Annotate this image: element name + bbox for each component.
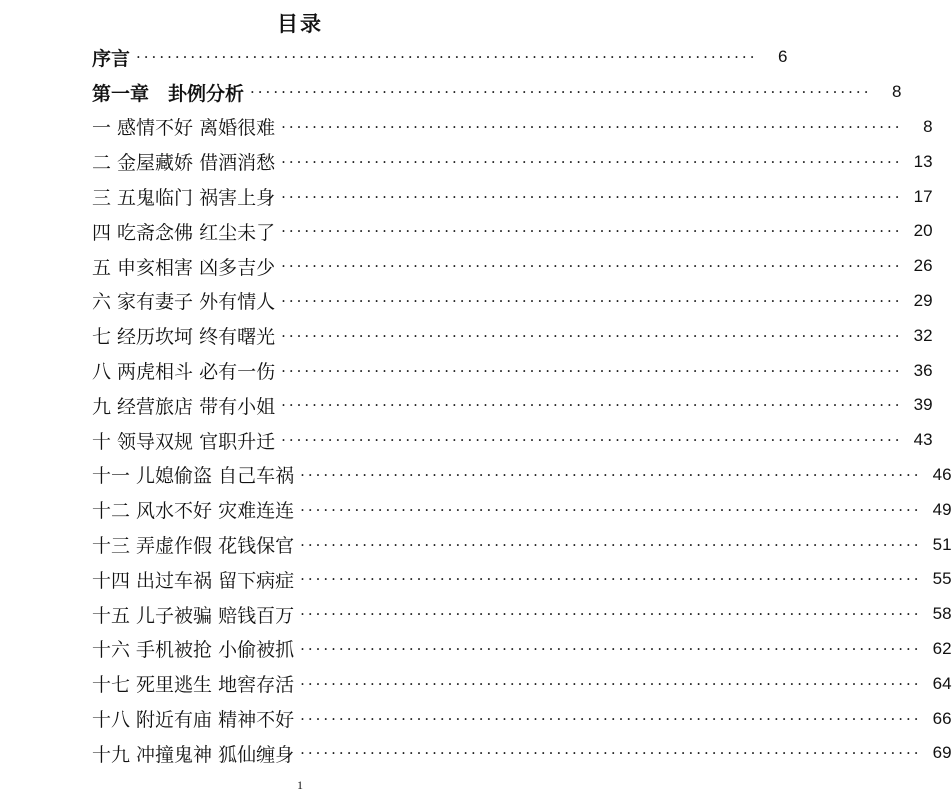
dot-leader: ················································································ [300, 570, 922, 589]
toc-entry-label: 十八 附近有庙 精神不好 [92, 709, 295, 732]
toc-entry-page: 39 [913, 395, 933, 415]
dot-leader: ················································································ [281, 187, 903, 206]
dot-leader: ················································································ [136, 48, 758, 67]
toc-entry [92, 284, 933, 319]
toc-entry-label: 五 申亥相害 凶多吉少 [92, 256, 276, 279]
toc-entry-page: 69 [932, 743, 952, 763]
dot-leader: ················································································ [281, 361, 903, 380]
dot-leader: ················································································ [300, 605, 922, 624]
toc-entry [92, 214, 933, 249]
toc-entry-label: 十七 死里逃生 地窖存活 [92, 674, 295, 697]
dot-leader: ················································································ [300, 639, 922, 658]
dot-leader: ················································································ [281, 291, 903, 310]
toc-entry-label: 十二 风水不好 灾难连连 [92, 500, 295, 523]
toc-entry-label: 十五 儿子被骗 赔钱百万 [92, 604, 295, 627]
toc-entry-page: 20 [913, 221, 933, 241]
toc-entry-label: 十九 冲撞鬼神 狐仙缠身 [92, 743, 295, 766]
toc-entry-page: 46 [932, 464, 952, 484]
toc-entry-label: 序言 [92, 47, 131, 70]
toc-entry [92, 110, 933, 145]
toc-entry-label: 八 两虎相斗 必有一伤 [92, 361, 276, 384]
toc-entry-page: 58 [932, 604, 952, 624]
dot-leader: ················································································ [281, 222, 903, 241]
toc-entry-label: 十 领导双规 官职升迁 [92, 430, 276, 453]
dot-leader: ················································································ [281, 257, 903, 276]
toc-entry [92, 75, 902, 110]
dot-leader: ················································································ [300, 744, 922, 763]
toc-entry [92, 562, 952, 597]
dot-leader: ················································································ [281, 396, 903, 415]
toc-entry [92, 666, 952, 701]
dot-leader: ················································································ [300, 465, 922, 484]
toc-entry-label: 九 经营旅店 带有小姐 [92, 395, 276, 418]
dot-leader: ················································································ [281, 431, 903, 450]
dot-leader: ················································································ [300, 535, 922, 554]
toc-entry-page: 55 [932, 569, 952, 589]
toc-entry [92, 388, 933, 423]
toc-entry [92, 179, 933, 214]
toc-entry-label: 十六 手机被抢 小偷被抓 [92, 639, 295, 662]
toc-entry-label: 十一 儿媳偷盗 自己车祸 [92, 465, 295, 488]
toc-entry [92, 736, 952, 771]
toc-entry-label: 二 金屋藏娇 借酒消愁 [92, 152, 276, 175]
toc-entry-label: 第一章 卦例分析 [92, 82, 245, 105]
toc-entry [92, 527, 952, 562]
toc-entry-page: 6 [778, 47, 788, 67]
toc-entry-page: 64 [932, 673, 952, 693]
toc-list [92, 40, 952, 771]
toc-entry-page: 13 [913, 151, 933, 171]
toc-entry [92, 492, 952, 527]
toc-entry-page: 51 [932, 534, 952, 554]
page-title: 目录 [277, 11, 323, 36]
toc-entry-label: 一 感情不好 离婚很难 [92, 117, 276, 140]
toc-entry [92, 40, 788, 75]
dot-leader: ················································································ [281, 152, 903, 171]
toc-entry [92, 701, 952, 736]
toc-entry-page: 26 [913, 256, 933, 276]
toc-entry-page: 49 [932, 499, 952, 519]
toc-entry-page: 36 [913, 360, 933, 380]
toc-entry [92, 353, 933, 388]
dot-leader: ················································································ [281, 326, 903, 345]
toc-entry-page: 66 [932, 708, 952, 728]
toc-entry-page: 43 [913, 430, 933, 450]
toc-entry-label: 十四 出过车祸 留下病症 [92, 569, 295, 592]
toc-entry [92, 458, 952, 493]
toc-entry [92, 632, 952, 667]
dot-leader: ················································································ [300, 709, 922, 728]
dot-leader: ················································································ [250, 83, 872, 102]
toc-entry [92, 249, 933, 284]
toc-entry-label: 六 家有妻子 外有情人 [92, 291, 276, 314]
toc-entry [92, 144, 933, 179]
toc-entry-label: 四 吃斋念佛 红尘未了 [92, 221, 276, 244]
toc-entry-page: 29 [913, 290, 933, 310]
dot-leader: ················································································ [300, 674, 922, 693]
dot-leader: ················································································ [300, 500, 922, 519]
toc-entry-page: 8 [892, 82, 902, 102]
toc-entry [92, 318, 933, 353]
dot-leader: ················································································ [281, 117, 903, 136]
toc-entry [92, 597, 952, 632]
toc-entry-page: 32 [913, 325, 933, 345]
toc-entry-label: 三 五鬼临门 祸害上身 [92, 187, 276, 210]
toc-entry-page: 62 [932, 638, 952, 658]
toc-entry-label: 七 经历坎坷 终有曙光 [92, 326, 276, 349]
page-number: 1 [297, 778, 303, 792]
toc-entry-label: 十三 弄虚作假 花钱保官 [92, 535, 295, 558]
toc-entry [92, 423, 933, 458]
toc-entry-page: 8 [923, 116, 933, 136]
toc-entry-page: 17 [913, 186, 933, 206]
